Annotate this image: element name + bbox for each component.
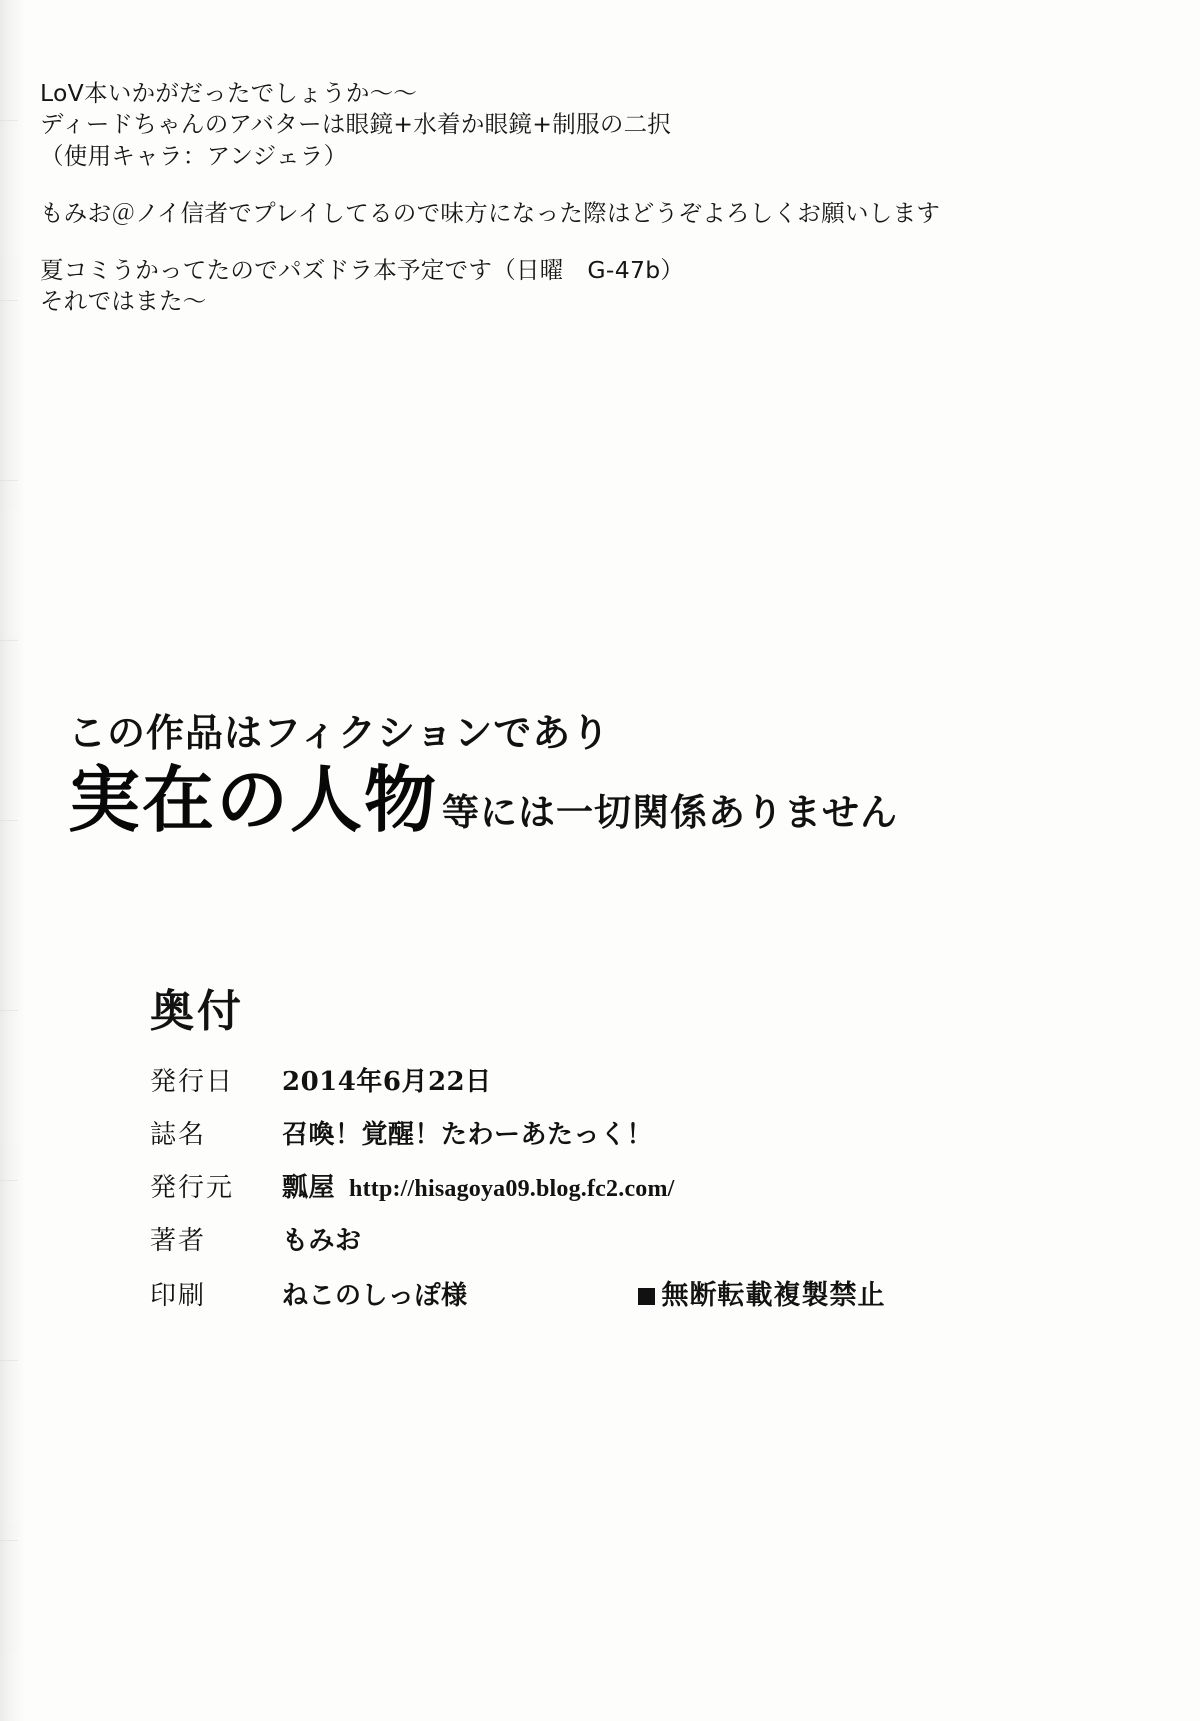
- black-square-icon: [638, 1288, 655, 1305]
- afterword-paragraph-3-line-2: それではまた～: [40, 287, 207, 316]
- colophon-row-author: [150, 1220, 1050, 1257]
- colophon-row-publish-date: [150, 1061, 1050, 1098]
- reproduction-notice: [638, 1273, 886, 1312]
- afterword-line-3: （使用キャラ：アンジェラ）: [40, 141, 348, 170]
- colophon-label-title: 誌名: [150, 1120, 207, 1150]
- colophon-title: 奥付: [150, 986, 244, 1037]
- disclaimer-line-2-tail: 等には一切関係ありません: [442, 789, 899, 834]
- colophon-value-printer: ねこのしっぽ様: [282, 1281, 468, 1311]
- colophon-value-author: もみお: [282, 1226, 362, 1256]
- colophon-row-publisher: [150, 1167, 1050, 1204]
- colophon-value-title: 召喚！覚醒！たわーあたっく！: [282, 1120, 654, 1150]
- colophon-row-title: [150, 1114, 1050, 1151]
- colophon-label-publisher: 発行元: [150, 1173, 235, 1203]
- disclaimer-line-1: この作品はフィクションであり: [68, 710, 611, 755]
- fiction-disclaimer: [68, 710, 1128, 842]
- afterword-line-2: ディードちゃんのアバターは眼鏡+水着か眼鏡+制服の二択: [40, 110, 672, 139]
- colophon-value-publisher: 瓢屋: [282, 1173, 336, 1203]
- disclaimer-emphasis: 実在の人物: [68, 756, 439, 842]
- afterword-line-1: LoV本いかがだったでしょうか～～: [40, 79, 418, 107]
- afterword-paragraph-3-line-1: 夏コミうかってたのでパズドラ本予定です（日曜 G-47b）: [40, 256, 685, 284]
- afterword-spacer-1: [40, 172, 1130, 198]
- colophon-label-author: 著者: [150, 1226, 207, 1256]
- afterword-paragraph-2: もみお＠ノイ信者でプレイしてるので味方になった際はどうぞよろしくお願いします: [40, 198, 941, 227]
- colophon-value-publish-date: 2014年6月22日: [282, 1067, 492, 1097]
- afterword-spacer-2: [40, 229, 1130, 255]
- reproduction-notice-label: 無断転載複製禁止: [661, 1280, 886, 1311]
- afterword-block: [40, 78, 1130, 318]
- disclaimer-line-2: [68, 756, 1128, 842]
- colophon-row-printer: [150, 1273, 1050, 1312]
- colophon-label-printer: 印刷: [150, 1281, 207, 1311]
- scan-edge-artifact: [0, 0, 26, 1721]
- publisher-url[interactable]: http://hisagoya09.blog.fc2.com/: [349, 1176, 675, 1202]
- colophon-block: [150, 975, 1050, 1328]
- colophon-label-publish-date: 発行日: [150, 1067, 235, 1097]
